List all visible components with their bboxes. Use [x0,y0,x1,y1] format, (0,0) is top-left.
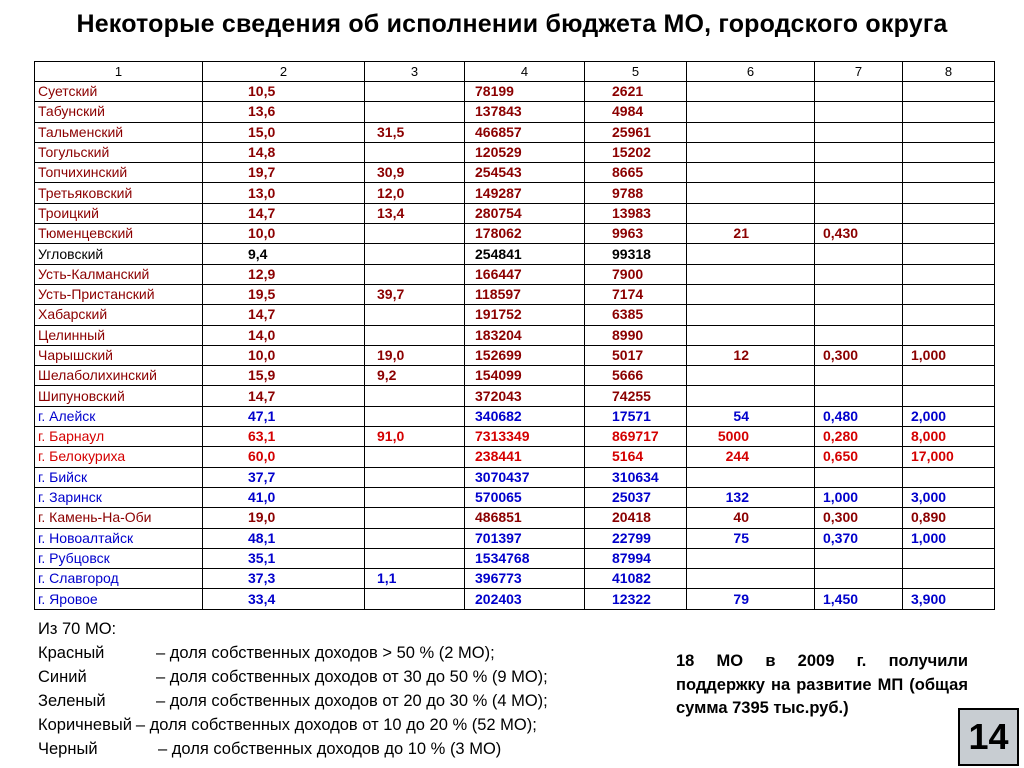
column-header: 4 [465,62,585,82]
table-row [35,386,995,406]
table-cell [815,183,903,203]
table-cell: 30,9 [365,163,465,183]
table-cell: 570065 [465,487,585,507]
municipality-name: Суетский [35,82,203,102]
table-cell: 372043 [465,386,585,406]
legend-item-green [38,689,548,713]
table-row [35,122,995,142]
table-cell: 37,3 [203,569,365,589]
table-cell: 39,7 [365,284,465,304]
municipality-name: Целинный [35,325,203,345]
table-cell: 166447 [465,264,585,284]
table-cell: 3,000 [903,487,995,507]
table-cell [365,487,465,507]
column-header: 1 [35,62,203,82]
table-cell: 202403 [465,589,585,609]
table-cell [815,163,903,183]
table-cell: 25037 [585,487,687,507]
table-cell: 7900 [585,264,687,284]
column-header: 6 [687,62,815,82]
municipality-name: г. Бийск [35,467,203,487]
table-cell: 15,0 [203,122,365,142]
table-cell: 0,300 [815,508,903,528]
table-cell [365,589,465,609]
table-cell: 10,0 [203,345,365,365]
municipality-name: Шипуновский [35,386,203,406]
legend-key: Зеленый [38,692,106,710]
table-cell: 14,7 [203,203,365,223]
table-cell [365,142,465,162]
municipality-name: Усть-Калманский [35,264,203,284]
table-cell: 0,650 [815,447,903,467]
table-cell: 12,9 [203,264,365,284]
page-title: Некоторые сведения об исполнении бюджета МО, городского округа [76,10,948,38]
table-cell: 10,5 [203,82,365,102]
table-row [35,447,995,467]
table-cell [903,305,995,325]
municipality-name: г. Алейск [35,406,203,426]
table-cell: 0,300 [815,345,903,365]
legend-text: – доля собственных доходов от 20 до 30 % (4 МО); [156,692,548,710]
table-cell [365,305,465,325]
legend-key: Коричневый [38,716,132,734]
table-row [35,366,995,386]
table-row [35,528,995,548]
table-cell: 2,000 [903,406,995,426]
table-cell [687,244,815,264]
table-cell: 5000 [687,427,815,447]
table-cell: 14,0 [203,325,365,345]
column-header: 2 [203,62,365,82]
table-cell [815,366,903,386]
table-row [35,487,995,507]
table-cell: 99318 [585,244,687,264]
table-cell: 19,0 [203,508,365,528]
table-cell: 25961 [585,122,687,142]
table-cell [903,102,995,122]
table-cell [687,386,815,406]
table-cell: 1,000 [903,345,995,365]
table-cell [365,264,465,284]
table-cell [687,325,815,345]
legend-text: – доля собственных доходов от 30 до 50 % (9 МО); [156,668,548,686]
table-cell: 118597 [465,284,585,304]
table-cell [687,122,815,142]
table-cell [815,264,903,284]
municipality-name: г. Белокуриха [35,447,203,467]
table-cell: 152699 [465,345,585,365]
table-cell: 149287 [465,183,585,203]
table-cell: 8990 [585,325,687,345]
table-cell: 3,900 [903,589,995,609]
table-cell [903,244,995,264]
table-cell: 17,000 [903,447,995,467]
table-cell [903,203,995,223]
table-cell: 4984 [585,102,687,122]
table-cell: 701397 [465,528,585,548]
table-cell: 0,280 [815,427,903,447]
table-row [35,345,995,365]
table-cell [687,102,815,122]
table-cell [903,142,995,162]
table-cell [365,102,465,122]
table-cell: 13,4 [365,203,465,223]
legend-key: Синий [38,668,87,686]
table-cell [687,548,815,568]
table-cell: 1,000 [903,528,995,548]
table-cell: 33,4 [203,589,365,609]
table-cell [687,82,815,102]
legend-item-brown [38,713,548,737]
table-cell: 35,1 [203,548,365,568]
table-cell: 396773 [465,569,585,589]
table-cell [687,163,815,183]
table-row [35,406,995,426]
table-cell: 178062 [465,224,585,244]
table-header-row [35,62,995,82]
municipality-name: Троицкий [35,203,203,223]
table-cell [815,386,903,406]
table-cell: 1534768 [465,548,585,568]
table-cell: 8665 [585,163,687,183]
table-row [35,224,995,244]
table-cell: 41082 [585,569,687,589]
table-cell: 9963 [585,224,687,244]
table-cell: 0,890 [903,508,995,528]
table-cell: 14,7 [203,305,365,325]
table-cell [903,264,995,284]
municipality-name: Третьяковский [35,183,203,203]
legend-key: Черный [38,740,98,758]
table-cell: 21 [687,224,815,244]
table-cell [815,203,903,223]
table-cell [687,467,815,487]
table-cell: 40 [687,508,815,528]
table-cell: 14,8 [203,142,365,162]
table-row [35,244,995,264]
table-cell: 238441 [465,447,585,467]
table-cell [903,548,995,568]
table-cell: 19,7 [203,163,365,183]
table-row [35,569,995,589]
legend-item-red [38,641,548,665]
table-cell: 19,5 [203,284,365,304]
table-cell: 74255 [585,386,687,406]
table-cell: 5017 [585,345,687,365]
table-cell [365,82,465,102]
table-cell: 132 [687,487,815,507]
table-cell [687,569,815,589]
table-cell [365,447,465,467]
table-cell: 15,9 [203,366,365,386]
table-cell: 244 [687,447,815,467]
table-cell: 7313349 [465,427,585,447]
table-cell: 75 [687,528,815,548]
table-cell: 2621 [585,82,687,102]
table-cell: 87994 [585,548,687,568]
table-cell [687,264,815,284]
municipality-name: г. Яровое [35,589,203,609]
table-cell [903,569,995,589]
table-cell: 7174 [585,284,687,304]
table-cell: 191752 [465,305,585,325]
table-cell [815,284,903,304]
table-cell: 254841 [465,244,585,264]
table-cell [687,305,815,325]
legend [38,617,548,761]
table-cell [903,284,995,304]
table-cell: 154099 [465,366,585,386]
table-row [35,467,995,487]
legend-text: – доля собственных доходов > 50 % (2 МО); [156,644,495,662]
table-cell: 0,480 [815,406,903,426]
table-cell: 22799 [585,528,687,548]
column-header: 8 [903,62,995,82]
table-cell: 3070437 [465,467,585,487]
table-row [35,284,995,304]
table-cell [815,244,903,264]
table-cell [815,548,903,568]
table-cell: 8,000 [903,427,995,447]
support-note: 18 МО в 2009 г. получили поддержку на развитие МП (общая сумма 7395 тыс.руб.) [676,652,968,717]
table-cell: 17571 [585,406,687,426]
legend-item-blue [38,665,548,689]
municipality-name: Усть-Пристанский [35,284,203,304]
table-cell [903,163,995,183]
table-row [35,183,995,203]
table-cell: 78199 [465,82,585,102]
table-cell: 13983 [585,203,687,223]
table-cell [687,366,815,386]
table-cell [365,508,465,528]
municipality-name: г. Славгород [35,569,203,589]
table-cell: 20418 [585,508,687,528]
table-cell: 31,5 [365,122,465,142]
legend-key: Красный [38,644,105,662]
municipality-name: г. Камень-На-Оби [35,508,203,528]
municipality-name: Чарышский [35,345,203,365]
table-cell: 6385 [585,305,687,325]
table-row [35,427,995,447]
table-cell [687,142,815,162]
table-cell: 91,0 [365,427,465,447]
table-cell [815,122,903,142]
table-cell [903,467,995,487]
table-cell [903,183,995,203]
table-cell: 12322 [585,589,687,609]
table-cell: 41,0 [203,487,365,507]
table-row [35,142,995,162]
table-cell [903,122,995,142]
municipality-name: г. Новоалтайск [35,528,203,548]
table-cell: 15202 [585,142,687,162]
table-cell [365,386,465,406]
municipality-name: г. Рубцовск [35,548,203,568]
municipality-name: Тогульский [35,142,203,162]
table-cell: 37,7 [203,467,365,487]
table-cell: 9788 [585,183,687,203]
table-cell [687,183,815,203]
municipality-name: Тюменцевский [35,224,203,244]
table-cell: 9,4 [203,244,365,264]
legend-text: – доля собственных доходов до 10 % (3 МО) [158,740,502,758]
table-cell [903,82,995,102]
table-cell: 47,1 [203,406,365,426]
table-cell: 5666 [585,366,687,386]
table-cell [815,569,903,589]
table-cell: 9,2 [365,366,465,386]
table-cell: 63,1 [203,427,365,447]
table-cell: 1,000 [815,487,903,507]
page-number: 14 [958,708,1019,766]
table-row [35,589,995,609]
table-row [35,305,995,325]
table-cell: 60,0 [203,447,365,467]
table-cell: 13,6 [203,102,365,122]
table-row [35,264,995,284]
table-cell: 0,370 [815,528,903,548]
table-cell [365,406,465,426]
table-cell: 5164 [585,447,687,467]
municipality-name: Табунский [35,102,203,122]
table-row [35,82,995,102]
table-cell: 466857 [465,122,585,142]
table-cell: 1,1 [365,569,465,589]
table-cell [365,224,465,244]
table-cell: 48,1 [203,528,365,548]
table-cell [903,325,995,345]
table-cell: 19,0 [365,345,465,365]
table-cell: 54 [687,406,815,426]
table-cell [815,142,903,162]
municipality-name: г. Барнаул [35,427,203,447]
column-header: 7 [815,62,903,82]
legend-intro: Из 70 МО: [38,620,117,638]
table-cell [815,325,903,345]
table-cell: 310634 [585,467,687,487]
table-cell [815,102,903,122]
table-cell: 10,0 [203,224,365,244]
table-cell [687,203,815,223]
table-cell: 1,450 [815,589,903,609]
table-row [35,325,995,345]
table-row [35,203,995,223]
municipality-name: Шелаболихинский [35,366,203,386]
table-cell: 0,430 [815,224,903,244]
table-cell [687,284,815,304]
municipality-name: Тальменский [35,122,203,142]
table-cell: 280754 [465,203,585,223]
column-header: 3 [365,62,465,82]
table-cell: 137843 [465,102,585,122]
table-cell [365,528,465,548]
municipality-name: г. Заринск [35,487,203,507]
table-cell: 14,7 [203,386,365,406]
table-cell: 13,0 [203,183,365,203]
table-cell [365,325,465,345]
table-cell: 79 [687,589,815,609]
table-cell: 340682 [465,406,585,426]
municipality-name: Хабарский [35,305,203,325]
table-cell [903,224,995,244]
table-cell [815,467,903,487]
municipality-name: Угловский [35,244,203,264]
table-cell [365,467,465,487]
table-cell: 869717 [585,427,687,447]
legend-text: – доля собственных доходов от 10 до 20 % (52 МО); [135,716,537,734]
legend-item-black [38,737,548,761]
table-cell: 12 [687,345,815,365]
table-cell: 486851 [465,508,585,528]
table-cell [903,366,995,386]
table-cell [815,82,903,102]
table-cell: 120529 [465,142,585,162]
table-row [35,548,995,568]
table-row [35,102,995,122]
column-header: 5 [585,62,687,82]
municipality-name: Топчихинский [35,163,203,183]
table-cell: 254543 [465,163,585,183]
table-cell [365,244,465,264]
table-cell [365,548,465,568]
budget-table [34,61,995,610]
table-cell: 183204 [465,325,585,345]
table-row [35,508,995,528]
table-cell: 12,0 [365,183,465,203]
table-row [35,163,995,183]
table-cell [903,386,995,406]
table-cell [815,305,903,325]
